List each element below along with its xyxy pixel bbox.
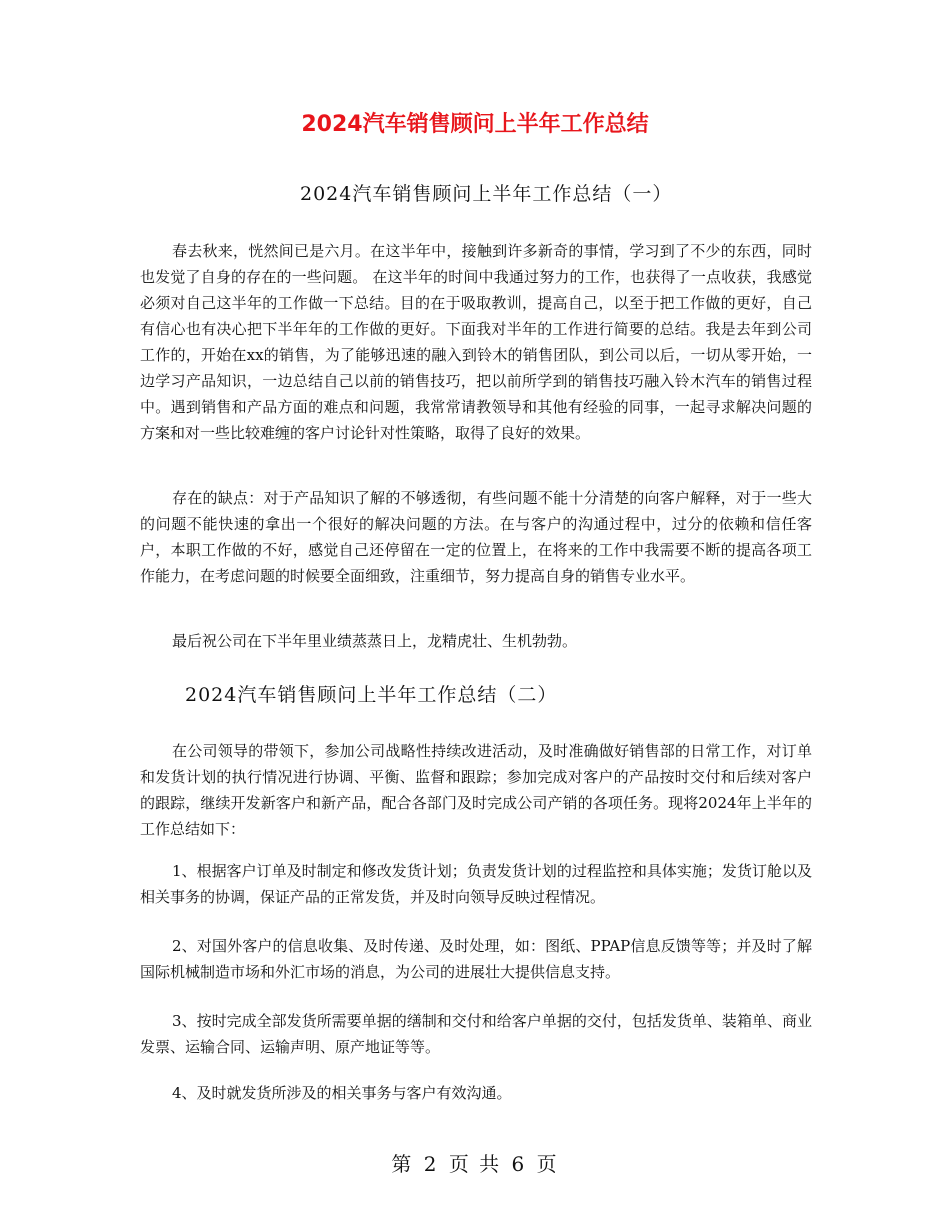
section-1-paragraph: 春去秋来，恍然间已是六月。在这半年中，接触到许多新奇的事情，学习到了不少的东西，同时也发觉了自身的存在的一些问题。 在这半年的时间中我通过努力的工作，也获得了一点收获，我感觉必须对自己这半年的工作做一下总结。目的在于吸取教训，提高自己，以至于把工作做的更好，自己有信心也有决心把下半年年的工作做的更好。下面我对半年的工作进行简要的总结。我是去年到公司工作的，开始在xx的销售，为了能够迅速的融入到铃木的销售团队，到公司以后，一切从零开始，一边学习产品知识，一边总结自己以前的销售技巧，把以前所学到的销售技巧融入铃木汽车的销售过程中。遇到销售和产品方面的难点和问题，我常常请教领导和其他有经验的同事，一起寻求解决问题的方案和对一些比较难缠的客户讨论针对性策略，取得了良好的效果。 — [140, 242, 812, 442]
section-1-title: 2024汽车销售顾问上半年工作总结（一） — [300, 183, 673, 205]
section-2-list-item: 2、对国外客户的信息收集、及时传递、及时处理，如：图纸、PPAP信息反馈等等；并及时了解国际机械制造市场和外汇市场的消息，为公司的进展壮大提供信息支持。 — [140, 937, 812, 981]
section-2-list-item: 4、及时就发货所涉及的相关事务与客户有效沟通。 — [172, 1084, 512, 1102]
section-2-list-item: 1、根据客户订单及时制定和修改发货计划；负责发货计划的过程监控和具体实施；发货订舱以及相关事务的协调，保证产品的正常发货，并及时向领导反映过程情况。 — [140, 862, 812, 906]
footer-suffix: 页 — [536, 1152, 559, 1176]
section-1-paragraph: 最后祝公司在下半年里业绩蒸蒸日上，龙精虎壮、生机勃勃。 — [172, 632, 578, 650]
footer-prefix: 第 — [391, 1152, 414, 1176]
document-title: 2024汽车销售顾问上半年工作总结 — [301, 112, 649, 137]
footer-current-page: 2 — [423, 1152, 439, 1176]
section-2-paragraph: 在公司领导的带领下，参加公司战略性持续改进活动，及时准确做好销售部的日常工作，对订单和发货计划的执行情况进行协调、平衡、监督和跟踪；参加完成对客户的产品按时交付和后续对客户的跟踪，继续开发新客户和新产品，配合各部门及时完成公司产销的各项任务。现将2024年上半年的工作总结如下： — [140, 742, 812, 838]
footer-total-pages: 6 — [511, 1152, 527, 1176]
section-1-paragraph: 存在的缺点：对于产品知识了解的不够透彻，有些问题不能十分清楚的向客户解释，对于一些大的问题不能快速的拿出一个很好的解决问题的方法。在与客户的沟通过程中，过分的依赖和信任客户，本职工作做的不好，感觉自己还停留在一定的位置上，在将来的工作中我需要不断的提高各项工作能力，在考虑问题的时候要全面细致，注重细节，努力提高自身的销售专业水平。 — [140, 489, 812, 585]
section-2-title: 2024汽车销售顾问上半年工作总结（二） — [185, 684, 558, 706]
footer-middle: 页 共 — [448, 1152, 502, 1176]
section-2-list-item: 3、按时完成全部发货所需要单据的缮制和交付和给客户单据的交付，包括发货单、装箱单、商业发票、运输合同、运输声明、原产地证等等。 — [140, 1012, 812, 1056]
page-footer — [0, 1150, 950, 1178]
